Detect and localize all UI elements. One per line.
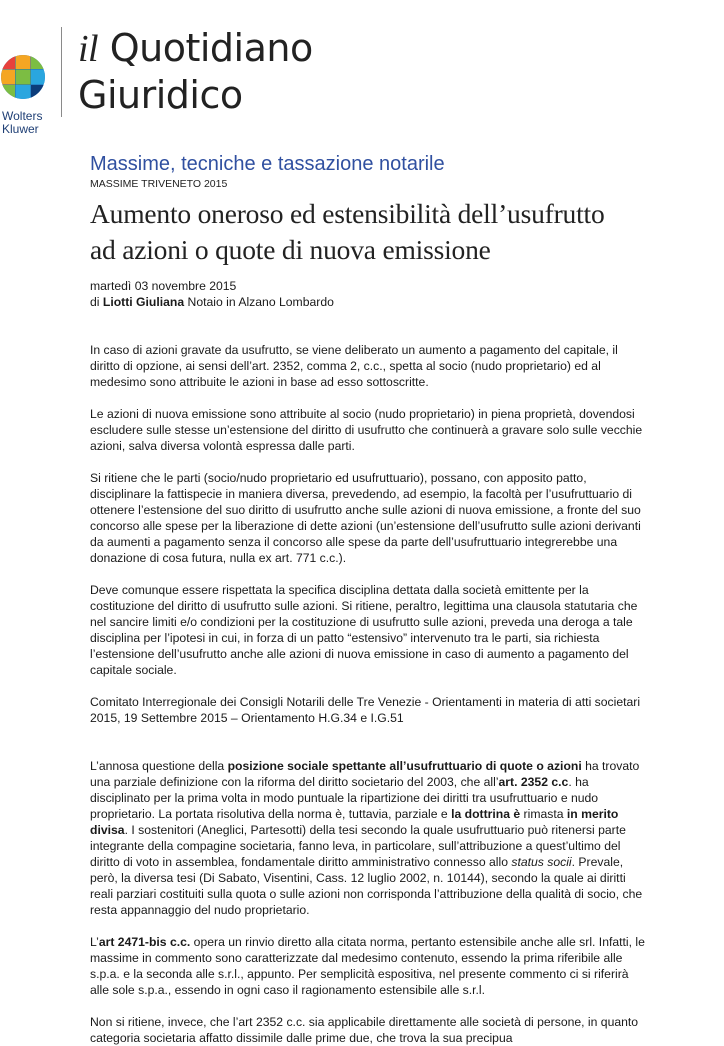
brand-line-2: Kluwer: [2, 122, 39, 136]
p6-text-6: . Prevale, però, la diversa tesi (Di Sabato, Visentini, Cass. 12 luglio 2002, n. 10144), secondo la quale ai diritti reali parziari costituiti sulla quota o sulle azioni non corrisponda l’attribuzione della qualità di socio, che resta appannaggio del nudo proprietario.: [90, 855, 643, 917]
p7-text-1: L’: [90, 935, 99, 949]
article-date: martedì 03 novembre 2015: [90, 279, 237, 293]
p6-text-5: . I sostenitori (Aneglici, Partesotti) della tesi secondo la quale usufruttuario può ritenersi parte integrante della compagine societaria, fanno leva, in particolare, sull’attribuzione a quest’ultimo del diritto di voto in assemblea, fondamentale diritto amministrativo connesso allo: [90, 823, 626, 869]
article: [90, 152, 650, 1046]
byline: [90, 294, 650, 310]
article-meta: [90, 278, 650, 310]
article-headline: [90, 196, 650, 268]
headline-line-1: Aumento oneroso ed estensibilità dell’usufrutto: [90, 198, 605, 229]
p6-italic-1: status socii: [511, 855, 572, 869]
source-citation: Comitato Interregionale dei Consigli Notarili delle Tre Venezie - Orientamenti in materia di atti societari 2015, 19 Settembre 2015 – Orientamento H.G.34 e I.G.51: [90, 695, 641, 725]
paragraph-2: Le azioni di nuova emissione sono attribuite al socio (nudo proprietario) in piena proprietà, dovendosi escludere sulle stesse un’estensione del diritto di usufrutto che continuerà a gravare solo sulle vecchie azioni, salva diversa volontà espressa dalle parti.: [90, 407, 643, 453]
publication-title-line-2: Giuridico: [78, 73, 243, 117]
header-divider: [61, 27, 62, 117]
masthead: [0, 22, 724, 136]
p6-bold-4: in merito divisa: [90, 807, 619, 837]
p6-bold-2: art. 2352 c.c: [498, 775, 569, 789]
p6-text-3: . ha disciplinato per la prima volta in modo puntuale la ripartizione dei diritti tra usufruttuario e nudo proprietario. La portata risolutiva della norma è, tuttavia, parziale e: [90, 775, 599, 821]
byline-prefix: di: [90, 295, 100, 309]
author-name[interactable]: Liotti Giuliana: [102, 295, 185, 309]
title-quotidiano: Quotidiano: [109, 26, 313, 70]
paragraph-8: Non si ritiene, invece, che l’art 2352 c.c. sia applicabile direttamente alle società di persone, in quanto categoria societaria affatto dissimile dalle prime due, che trova la sua precipua: [90, 1015, 639, 1045]
brand-line-1: Wolters: [2, 109, 43, 123]
headline-line-2: ad azioni o quote di nuova emissione: [90, 234, 491, 265]
paragraph-7: [90, 934, 650, 998]
brand-name: [2, 110, 42, 136]
publication-title-line-1: [78, 28, 313, 69]
p6-text-4: rimasta: [520, 807, 567, 821]
author-role: Notaio in Alzano Lombardo: [187, 295, 334, 309]
subsection-label: MASSIME TRIVENETO 2015: [90, 178, 228, 190]
paragraph-3: Si ritiene che le parti (socio/nudo proprietario ed usufruttuario), possano, con apposito patto, disciplinare la fattispecie in maniera diversa, prevedendo, ad esempio, la facoltà per l’usufruttuario di ottenere l’estensione del suo diritto di usufrutto anche sulle azioni di nuova emissione, a fronte del suo concorso alle spese per la liberazione di dette azioni (un’estensione dell’usufrutto sulle azioni derivanti da aumenti a pagamento senza il concorso alle spese da parte dell’usufruttuario integrerebbe una donazione di cosa futura, nulla ex art. 771 c.c.).: [90, 471, 641, 565]
p6-bold-1: posizione sociale spettante all’usufruttuario di quote o azioni: [227, 759, 582, 773]
wolters-kluwer-logo-icon: [0, 54, 46, 100]
paragraph-1: In caso di azioni gravate da usufrutto, se viene deliberato un aumento a pagamento del capitale, il diritto di opzione, ai sensi dell’art. 2352, comma 2, c.c., spetta al socio (nudo proprietario) ed al medesimo sono attribuite le azioni in base ad esso sottoscritte.: [90, 343, 618, 389]
title-il: il: [78, 28, 99, 70]
p7-bold-1: art 2471-bis c.c.: [98, 935, 191, 949]
section-title[interactable]: Massime, tecniche e tassazione notarile: [90, 153, 445, 175]
p6-text-1: L’annosa questione della: [90, 759, 228, 773]
p6-text-2: ha trovato una parziale definizione con la riforma del diritto societario del 2003, che all’: [90, 759, 640, 789]
p7-text-2: opera un rinvio diretto alla citata norma, pertanto estensibile anche alle srl. Infatti, le massime in commento sono caratterizzate dal medesimo contenuto, essendo la prima riferibile alle s.p.a. e la seconda alle s.r.l., appunto. Per semplicità espositiva, nel presente commento ci si riferirà alle sole s.p.a., essendo in ogni caso il ragionamento estensibile alle s.r.l.: [90, 935, 645, 997]
p6-bold-3: la dottrina è: [451, 807, 521, 821]
paragraph-6: [90, 758, 650, 918]
paragraph-4: Deve comunque essere rispettata la specifica disciplina dettata dalla società emittente per la costituzione del diritto di usufrutto sulle azioni. Si ritiene, peraltro, legittima una clausola statutaria che nel sancire limiti e/o condizioni per la costituzione di usufrutto sulle azioni, preveda una deroga a tale disciplina per l’ipotesi in cui, in forza di un patto “estensivo” intervenuto tra le parti, sia richiesta l’estensione dell’usufrutto anche alle azioni di nuova emissione in caso di aumento a pagamento del capitale sociale.: [90, 583, 638, 677]
